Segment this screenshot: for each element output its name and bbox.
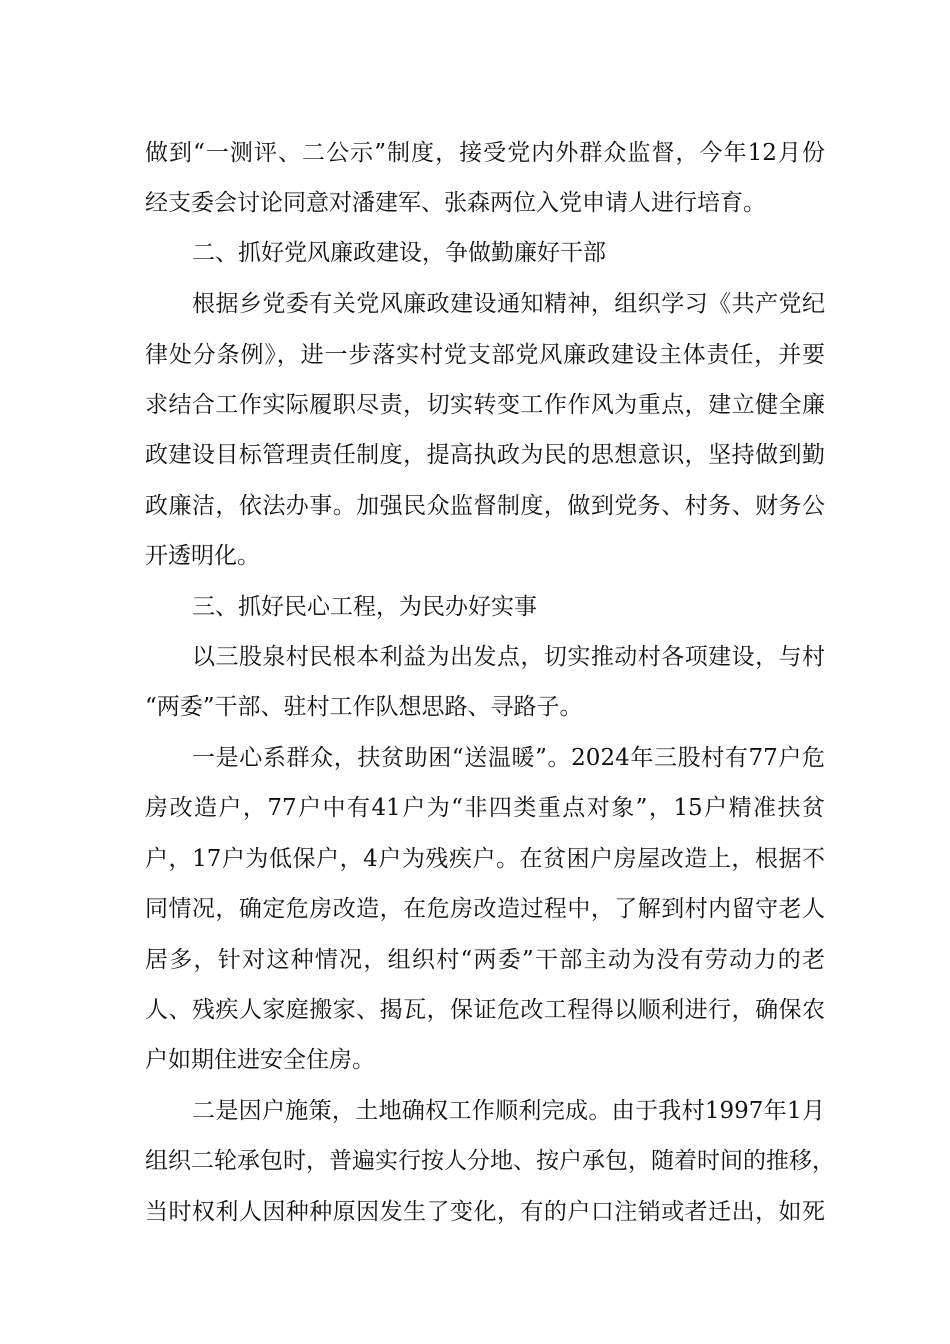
paragraph-line: 当时权利人因种种原因发生了变化，有的户口注销或者迁出，如死 xyxy=(145,1199,825,1225)
paragraph-line: “两委”干部、驻村工作队想思路、寻路子。 xyxy=(145,694,583,720)
paragraph-line: 政廉洁，依法办事。加强民众监督制度，做到党务、村务、财务公 xyxy=(145,493,825,519)
paragraph-line: 以三股泉村民根本利益为出发点，切实推动村各项建设，与村 xyxy=(192,644,825,670)
paragraph-line: 户如期住进安全住房。 xyxy=(145,1047,375,1073)
paragraph-line: 房改造户，77户中有41户为“非四类重点对象”，15户精准扶贫 xyxy=(145,795,825,821)
paragraph-line: 求结合工作实际履职尽责，切实转变工作作风为重点，建立健全廉 xyxy=(145,392,825,418)
paragraph-line: 开透明化。 xyxy=(145,543,260,569)
paragraph-line: 政建设目标管理责任制度，提高执政为民的思想意识，坚持做到勤 xyxy=(145,442,825,468)
paragraph-line: 律处分条例》，进一步落实村党支部党风廉政建设主体责任，并要 xyxy=(145,342,825,368)
paragraph-line: 根据乡党委有关党风廉政建设通知精神，组织学习《共产党纪 xyxy=(192,291,825,317)
section-heading: 二、抓好党风廉政建设，争做勤廉好干部 xyxy=(192,240,606,266)
paragraph-line: 组织二轮承包时，普遍实行按人分地、按户承包，随着时间的推移， xyxy=(145,1148,835,1174)
section-heading: 三、抓好民心工程，为民办好实事 xyxy=(192,594,537,620)
paragraph-line: 经支委会讨论同意对潘建军、张森两位入党申请人进行培育。 xyxy=(145,190,766,216)
paragraph-line: 人、残疾人家庭搬家、揭瓦，保证危改工程得以顺利进行，确保农 xyxy=(145,997,825,1023)
paragraph-line: 做到“一测评、二公示”制度，接受党内外群众监督，今年12月份 xyxy=(145,140,825,166)
paragraph-line: 一是心系群众，扶贫助困“送温暖”。2024年三股村有77户危 xyxy=(192,745,825,771)
paragraph-line: 二是因户施策，土地确权工作顺利完成。由于我村1997年1月 xyxy=(192,1098,825,1124)
paragraph-line: 居多，针对这种情况，组织村“两委”干部主动为没有劳动力的老 xyxy=(145,947,825,973)
paragraph-line: 户，17户为低保户，4户为残疾户。在贫困户房屋改造上，根据不 xyxy=(145,846,825,872)
paragraph-line: 同情况，确定危房改造，在危房改造过程中，了解到村内留守老人 xyxy=(145,896,825,922)
